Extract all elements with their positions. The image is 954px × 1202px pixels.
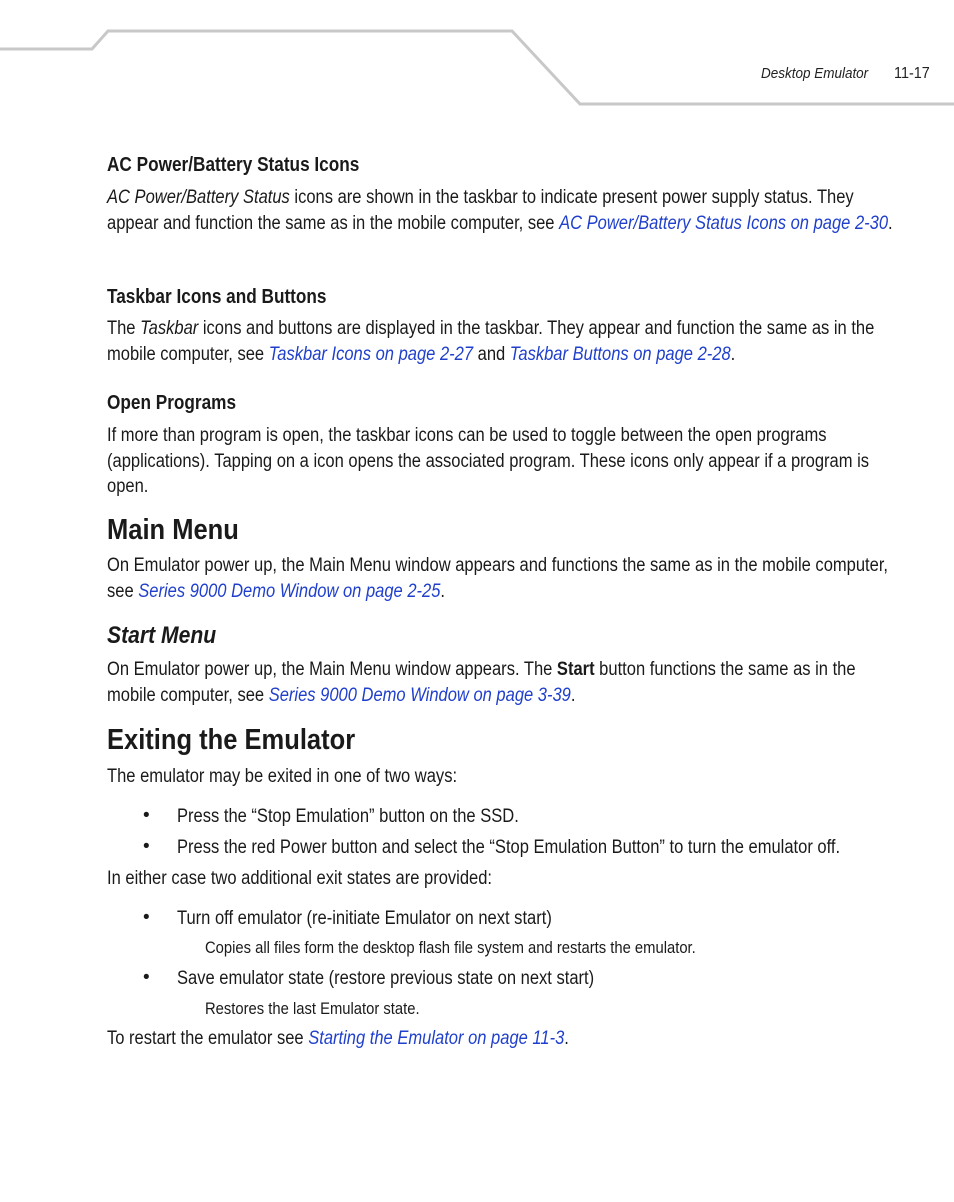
heading-open-programs: Open Programs	[107, 392, 237, 414]
bullet-glyph: •	[143, 907, 150, 928]
heading-ac-power: AC Power/Battery Status Icons	[107, 154, 360, 176]
section-ac-power	[107, 154, 897, 177]
main-menu-text-2: .	[440, 580, 446, 602]
exit-state-1-label: Turn off emulator (re-initiate Emulator on next start)	[177, 908, 552, 929]
bullet-glyph: •	[143, 967, 150, 988]
para-either-case	[107, 866, 897, 892]
heading-main-menu: Main Menu	[107, 514, 239, 546]
para-open-programs	[107, 423, 897, 500]
taskbar-text-1: The	[107, 318, 141, 339]
bullet-glyph: •	[143, 836, 150, 857]
taskbar-text-2: icons and buttons are displayed in the taskbar. They appear and function the same as in the mobile computer, see	[107, 318, 875, 365]
header-rule-decoration	[0, 0, 954, 110]
exit-way-2: Press the red Power button and select the “Stop Emulation Button” to turn the emulator off.	[177, 837, 841, 858]
running-title: Desktop Emulator	[761, 66, 869, 82]
section-taskbar	[107, 286, 897, 309]
exit-state-1-detail: Copies all files form the desktop flash file system and restarts the emulator.	[205, 938, 696, 957]
start-bold: Start	[556, 659, 595, 680]
link-taskbar-buttons[interactable]: Taskbar Buttons on page 2-28	[509, 343, 731, 365]
link-series-9000-3-39[interactable]: Series 9000 Demo Window on page 3-39	[268, 684, 571, 706]
para-ac-power	[107, 185, 897, 236]
heading-taskbar: Taskbar Icons and Buttons	[107, 286, 327, 308]
exit-way-1: Press the “Stop Emulation” button on the SSD.	[177, 806, 519, 827]
either-case-text: In either case two additional exit states are provided:	[107, 868, 493, 889]
taskbar-text-4: .	[730, 343, 736, 365]
para-taskbar	[107, 316, 897, 367]
heading-exiting: Exiting the Emulator	[107, 724, 356, 756]
section-start-menu	[107, 622, 897, 650]
bullet-glyph: •	[143, 805, 150, 826]
section-main-menu	[107, 514, 897, 547]
section-open-programs	[107, 392, 897, 415]
para-restart	[107, 1026, 897, 1052]
link-ac-power-icons[interactable]: AC Power/Battery Status Icons on page 2-30	[559, 212, 889, 234]
start-menu-text-2: button functions the same as in the mobile computer, see	[107, 659, 856, 706]
para-start-menu	[107, 657, 897, 708]
link-starting-emulator[interactable]: Starting the Emulator on page 11-3	[308, 1028, 565, 1049]
start-menu-text-1: On Emulator power up, the Main Menu window appears. The	[107, 659, 557, 680]
para-exiting-intro	[107, 764, 897, 790]
main-menu-text-1: On Emulator power up, the Main Menu window appears and functions the same as in the mobile computer, see	[107, 555, 889, 602]
restart-text: To restart the emulator see	[107, 1028, 309, 1049]
restart-end: .	[564, 1028, 569, 1049]
open-programs-text: If more than program is open, the taskbar icons can be used to toggle between the open programs (applications). Tapping on a icon opens the associated program. These icons only appear if a program is open.	[107, 425, 870, 497]
para-main-menu	[107, 553, 897, 604]
ac-power-text-2: .	[888, 212, 893, 234]
link-series-9000-2-25[interactable]: Series 9000 Demo Window on page 2-25	[138, 580, 441, 602]
start-menu-text-3: .	[570, 684, 576, 706]
exiting-intro: The emulator may be exited in one of two ways:	[107, 766, 458, 787]
ac-power-text-1: icons are shown in the taskbar to indicate present power supply status. They appear and function the same as in the mobile computer, see	[107, 187, 854, 234]
heading-start-menu: Start Menu	[107, 622, 217, 649]
exit-state-2-label: Save emulator state (restore previous state on next start)	[177, 968, 595, 989]
link-taskbar-icons[interactable]: Taskbar Icons on page 2-27	[268, 343, 474, 365]
ac-power-italic: AC Power/Battery Status	[107, 187, 290, 208]
taskbar-text-3: and	[473, 343, 510, 365]
taskbar-italic: Taskbar	[140, 318, 199, 339]
page-number: 11-17	[894, 65, 930, 82]
section-exiting	[107, 724, 897, 757]
exit-state-2-detail: Restores the last Emulator state.	[205, 999, 420, 1018]
